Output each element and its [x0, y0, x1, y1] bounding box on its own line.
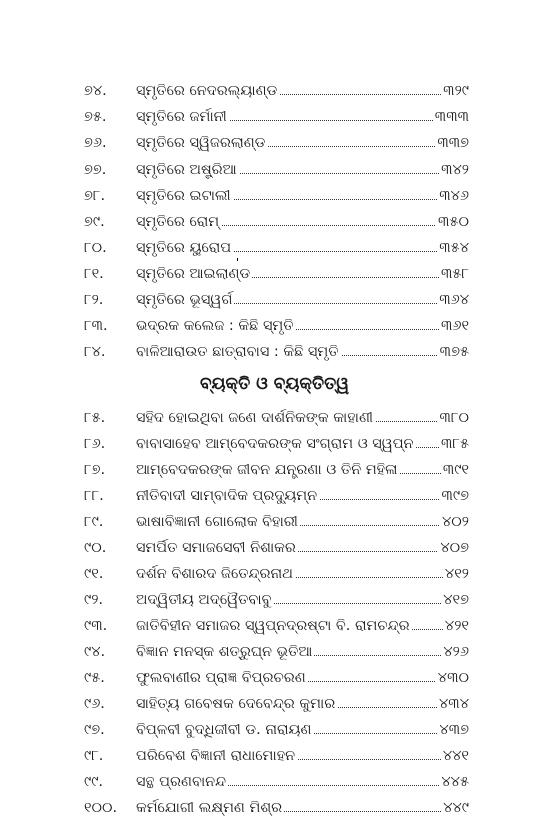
toc-entry[interactable] [0, 691, 549, 717]
entry-number: ୮୮. [84, 488, 104, 504]
entry-page-number: ୩୮୦ [438, 405, 469, 431]
toc-entry[interactable] [0, 743, 549, 769]
entry-page-number: ୪୧୭ [441, 587, 469, 613]
toc-entry[interactable] [0, 717, 549, 743]
entry-page-number: ୪୩୭ [437, 717, 469, 743]
entry-title: ଆମ୍ବେଦକରଙ୍କ ଜୀବନ ଯନ୍ତ୍ରଣା ଓ ତିନି ମହିଳା [136, 457, 399, 483]
entry-number: ୯୫. [84, 670, 105, 686]
entry-title: ସ୍ମୃତିରେ ଇଟାଲୀ [136, 183, 233, 209]
entry-title: ସ୍ମୃତିରେ ଅଷ୍ଟ୍ରିଆ [136, 157, 239, 183]
toc-entry[interactable] [0, 769, 549, 795]
entry-page-number: ୪୪୧ [441, 743, 469, 769]
entry-number: ୭୮. [84, 188, 106, 204]
entry-page-number: ୪୨୬ [441, 639, 469, 665]
entry-title: ବାବାସାହେବ ଆମ୍ବେଦକରଙ୍କ ସଂଗ୍ରାମ ଓ ସ୍ୱପ୍ନ [136, 431, 416, 457]
entry-page-number: ୪୧୨ [443, 561, 469, 587]
entry-page-number: ୩୫୦ [436, 209, 469, 235]
toc-entry[interactable] [0, 795, 549, 821]
entry-page-number: ୩୫୮ [439, 261, 469, 287]
entry-number: ୮୩. [84, 318, 108, 334]
entry-number: ୭୫. [84, 109, 107, 125]
entry-page-number: ୩୬୪ [437, 287, 469, 313]
entry-title: ବିଜ୍ଞାନ ମନସ୍କ ଶତ୍ରୁଘ୍ନ ଭୂତିଆ [136, 639, 314, 665]
entry-number: ୮୪. [84, 344, 106, 360]
toc-entry[interactable] [0, 261, 549, 287]
toc-entry[interactable] [0, 665, 549, 691]
entry-title: ସ୍ମୃତିରେ ଆଇଲାଣ୍ଡ [136, 261, 252, 287]
entry-title: କର୍ମଯୋଗୀ ଲକ୍ଷ୍ମଣ ମିଶ୍ର [136, 795, 284, 821]
entry-number: ୮୫. [84, 410, 106, 426]
entry-title: ଭଦ୍ରକ କଲେଜ : କିଛି ସ୍ମୃତି [136, 313, 296, 339]
entry-page-number: ୪୦୭ [438, 535, 469, 561]
entry-number: ୮୧. [84, 266, 104, 282]
entry-title: ସ୍ମୃତିରେ ଭୂସ୍ୱର୍ଗ [136, 287, 234, 313]
entry-title: ଦର୍ଶନ ବିଶାରଦ ଜିତେନ୍ଦ୍ରନାଥ [136, 561, 295, 587]
entry-number: ୧୦୦. [84, 800, 118, 816]
entry-number: ୭୬. [84, 135, 107, 151]
toc-entry[interactable] [0, 313, 549, 339]
entry-number: ୯୭. [84, 722, 105, 738]
entry-page-number: ୩୩୭ [435, 130, 469, 156]
entry-page-number: ୪୦୨ [440, 509, 469, 535]
toc-entry[interactable] [0, 235, 549, 261]
entry-page-number: ୩୯୧ [441, 457, 469, 483]
entry-page-number: ୩୫୪ [437, 235, 469, 261]
entry-number: ୮୬. [84, 436, 106, 452]
entry-page-number: ୩୯୭ [440, 483, 469, 509]
entry-page-number: ୪୪୯ [441, 795, 469, 821]
entry-number: ୮୭. [84, 462, 106, 478]
entry-title: ସ୍ମୃତିରେ ନେଦରଲ୍ୟାଣ୍ଡ [136, 78, 279, 104]
entry-page-number: ୩୨୯ [441, 78, 469, 104]
entry-number: ୯୦. [84, 540, 107, 556]
entry-title: ସାହିତ୍ୟ ଗବେଷକ ଦେବେନ୍ଦ୍ର କୁମାର [136, 691, 337, 717]
entry-page-number: ୪୨୧ [443, 613, 469, 639]
entry-number: ୮୨. [84, 292, 104, 308]
section-heading: ବ୍ୟକ୍ତି ଓ ବ୍ୟକ୍ତିତ୍ୱ [199, 374, 350, 394]
toc-entry[interactable] [0, 183, 549, 209]
toc-entry[interactable] [0, 104, 549, 130]
entry-number: ୯୪. [84, 644, 106, 660]
toc-entry[interactable] [0, 509, 549, 535]
toc-entry[interactable] [0, 457, 549, 483]
toc-entry[interactable] [0, 613, 549, 639]
entry-number: ୭୭. [84, 162, 107, 178]
entry-title: ସ୍ମୃତିରେ ସ୍ୱିଜରଲାଣ୍ଡ [136, 130, 268, 156]
entry-page-number: ୩୬୧ [439, 313, 469, 339]
entry-number: ୭୯. [84, 214, 105, 230]
toc-entry[interactable] [0, 561, 549, 587]
entry-number: ୮୦. [84, 240, 107, 256]
entry-page-number: ୩୩୩ [433, 104, 469, 130]
toc-entry[interactable] [0, 157, 549, 183]
entry-title: ସ୍ମୃତିରେ ଜର୍ମାନୀ [136, 104, 229, 130]
toc-entry[interactable] [0, 130, 549, 156]
toc-entry[interactable] [0, 483, 549, 509]
entry-page-number: ୪୩୦ [436, 665, 469, 691]
entry-title: ସହିଦ ହୋଇଥିବା ଜଣେ ଦାର୍ଶନିକଙ୍କ କାହାଣୀ [136, 405, 375, 431]
toc-entry[interactable] [0, 431, 549, 457]
entry-number: ୯୧. [84, 566, 104, 582]
entry-number: ୯୮. [84, 748, 104, 764]
entry-title: ନୀତିବାଦୀ ସାମ୍ବାଦିକ ପ୍ରଦ୍ୟୁମ୍ନ [136, 483, 319, 509]
entry-page-number: ୪୪୫ [439, 769, 469, 795]
entry-title: ଅଦ୍ୱିତୀୟ ଅଦ୍ୱୈତବାବୁ [136, 587, 274, 613]
toc-entry[interactable] [0, 587, 549, 613]
entry-title: ସ୍ମୃତିରେ ୟୁରୋପ [136, 235, 233, 261]
entry-title: ବାଳିଆରାଉତ ଛାତ୍ରାବାସ : କିଛି ସ୍ମୃତି [136, 339, 341, 365]
toc-entry[interactable] [0, 535, 549, 561]
entry-page-number: ୩୭୫ [438, 339, 469, 365]
entry-number: ୭୪. [84, 83, 107, 99]
entry-title: ଫୁଲବାଣୀର ପ୍ରାଜ୍ଞ ବିପ୍ରଚରଣ [136, 665, 308, 691]
entry-number: ୯୩. [84, 618, 108, 634]
toc-entry[interactable] [0, 209, 549, 235]
entry-title: ସମର୍ପିତ ସମାଜସେବୀ ନିଶାକର [136, 535, 298, 561]
toc-entry[interactable] [0, 639, 549, 665]
entry-title: ବିପ୍ଳବୀ ବୁଦ୍ଧିଜୀବୀ ଡ. ନାରାୟଣ [136, 717, 313, 743]
entry-page-number: ୩୪୨ [439, 157, 469, 183]
entry-number: ୯୬. [84, 696, 105, 712]
entry-title: ପରିବେଶ ବିଜ୍ଞାନୀ ରାଧାମୋହନ [136, 743, 297, 769]
entry-title: ସ୍ମୃତିରେ ରୋମ୍ [136, 209, 221, 235]
entry-title: ଭାଷାବିଜ୍ଞାନୀ ଗୋଲୋକ ବିହାରୀ [136, 509, 300, 535]
toc-entry[interactable] [0, 405, 549, 431]
toc-entry[interactable] [0, 78, 549, 104]
entry-page-number: ୪୩୪ [437, 691, 469, 717]
entry-title: ସନ୍ଥ ପ୍ରଣବାନନ୍ଦ [136, 769, 228, 795]
entry-page-number: ୩୪୬ [437, 183, 469, 209]
toc-entry[interactable] [0, 339, 549, 365]
entry-page-number: ୩୮୫ [439, 431, 469, 457]
entry-title: ଜାତିବିହୀନ ସମାଜର ସ୍ୱପ୍ନଦ୍ରଷ୍ଟା ବି. ରାମଚନ୍ଦ୍ର [136, 613, 412, 639]
entry-number: ୯୨. [84, 592, 104, 608]
entry-number: ୯୯. [84, 774, 104, 790]
toc-entry[interactable] [0, 287, 549, 313]
entry-number: ୮୯. [84, 514, 104, 530]
